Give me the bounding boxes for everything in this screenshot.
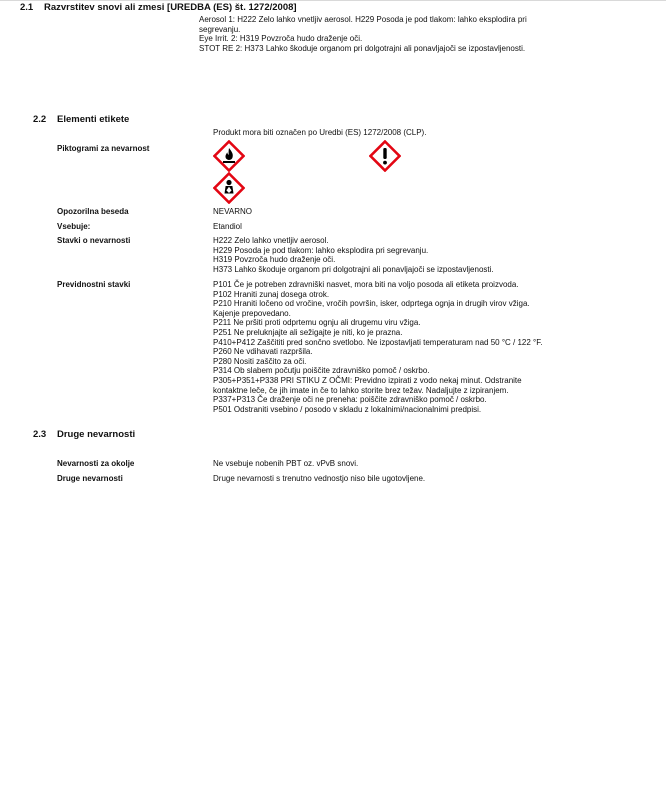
signal-word-label: Opozorilna beseda — [57, 207, 129, 216]
top-divider — [0, 0, 666, 1]
classification-line: STOT RE 2: H373 Lahko škoduje organom pri dolgotrajni ali ponavljajoči se izpostavljenosti. — [199, 43, 526, 53]
exclamation-pictogram-icon — [369, 140, 401, 172]
section-2-3-title: Druge nevarnosti — [57, 429, 136, 440]
other-hazards-label: Druge nevarnosti — [57, 474, 123, 483]
environmental-hazards-label: Nevarnosti za okolje — [57, 459, 135, 468]
precautionary-statement: kontaktne leče, če jih imate in če to lahko storite brez težav. Nadaljujte z izpiranjem. — [213, 385, 509, 395]
classification-line: segrevanju. — [199, 24, 241, 34]
hazard-statements-label: Stavki o nevarnosti — [57, 236, 131, 245]
section-2-2-title: Elementi etikete — [57, 114, 130, 125]
precautionary-statement: P260 Ne vdihavati razpršila. — [213, 347, 313, 357]
signal-word-value: NEVARNO — [213, 207, 252, 216]
flame-pictogram-icon — [213, 140, 245, 172]
hazard-statement: H373 Lahko škoduje organom pri dolgotrajni ali ponavljajoči se izpostavljenosti. — [213, 264, 494, 274]
precautionary-statement: P101 Če je potreben zdravniški nasvet, mora biti na voljo posoda ali etiketa proizvoda. — [213, 280, 519, 289]
section-2-1-classification — [199, 15, 527, 53]
precautionary-statement: P410+P412 Zaščititi pred sončno svetlobo. Ne izpostavljati temperaturam nad 50 °C / 122 °F. — [213, 337, 543, 347]
precautionary-statement: P211 Ne pršiti proti odprtemu ognju ali drugemu viru vžiga. — [213, 318, 421, 328]
environmental-hazards-value: Ne vsebuje nobenih PBT oz. vPvB snovi. — [213, 459, 359, 468]
section-2-2-number: 2.2 — [33, 114, 47, 125]
precautionary-statement: P210 Hraniti ločeno od vročine, vročih površin, isker, odprtega ognja in drugih virov vžiga. — [213, 299, 530, 309]
precautionary-statements — [213, 280, 542, 414]
section-2-3-number: 2.3 — [33, 429, 47, 440]
precautionary-statement: P251 Ne preluknjajte ali sežigajte je niti, ko je prazna. — [213, 327, 403, 337]
precautionary-statement: P280 Nositi zaščito za oči. — [213, 356, 307, 366]
hazard-statements — [213, 236, 494, 274]
section-2-1-title: Razvrstitev snovi ali zmesi [UREDBA (ES) št. 1272/2008] — [44, 2, 297, 13]
precautionary-statement: Kajenje prepovedano. — [213, 308, 291, 318]
precautionary-statement: P337+P313 Če draženje oči ne preneha: poiščite zdravniško pomoč / oskrbo. — [213, 395, 487, 405]
hazard-statement: H222 Zelo lahko vnetljiv aerosol. — [213, 236, 329, 245]
contains-value: Etandiol — [213, 222, 242, 231]
precautionary-statement: P314 Ob slabem počutju poiščite zdravniško pomoč / oskrbo. — [213, 366, 430, 376]
precautionary-statements-label: Previdnostni stavki — [57, 280, 131, 289]
pictograms-label: Piktogrami za nevarnost — [57, 144, 150, 153]
health-hazard-pictogram-icon — [213, 172, 245, 204]
classification-line: Eye Irrit. 2: H319 Povzroča hudo draženje oči. — [199, 34, 363, 44]
contains-label: Vsebuje: — [57, 222, 91, 231]
hazard-statement: H319 Povzroča hudo draženje oči. — [213, 255, 336, 265]
precautionary-statement: P305+P351+P338 PRI STIKU Z OČMI: Previdno izpirati z vodo nekaj minut. Odstranite — [213, 375, 522, 385]
label-elements-intro: Produkt mora biti označen po Uredbi (ES) 1272/2008 (CLP). — [213, 128, 427, 137]
other-hazards-value: Druge nevarnosti s trenutno vednostjo niso bile ugotovljene. — [213, 474, 426, 483]
hazard-statement: H229 Posoda je pod tlakom: lahko eksplodira pri segrevanju. — [213, 245, 429, 255]
precautionary-statement: P102 Hraniti zunaj dosega otrok. — [213, 289, 330, 299]
classification-line: Aerosol 1: H222 Zelo lahko vnetljiv aerosol. H229 Posoda je pod tlakom: lahko eksplodira pri — [199, 15, 527, 24]
precautionary-statement: P501 Odstraniti vsebino / posodo v skladu z lokalnimi/nacionalnimi predpisi. — [213, 404, 482, 414]
section-2-1-number: 2.1 — [20, 2, 34, 13]
